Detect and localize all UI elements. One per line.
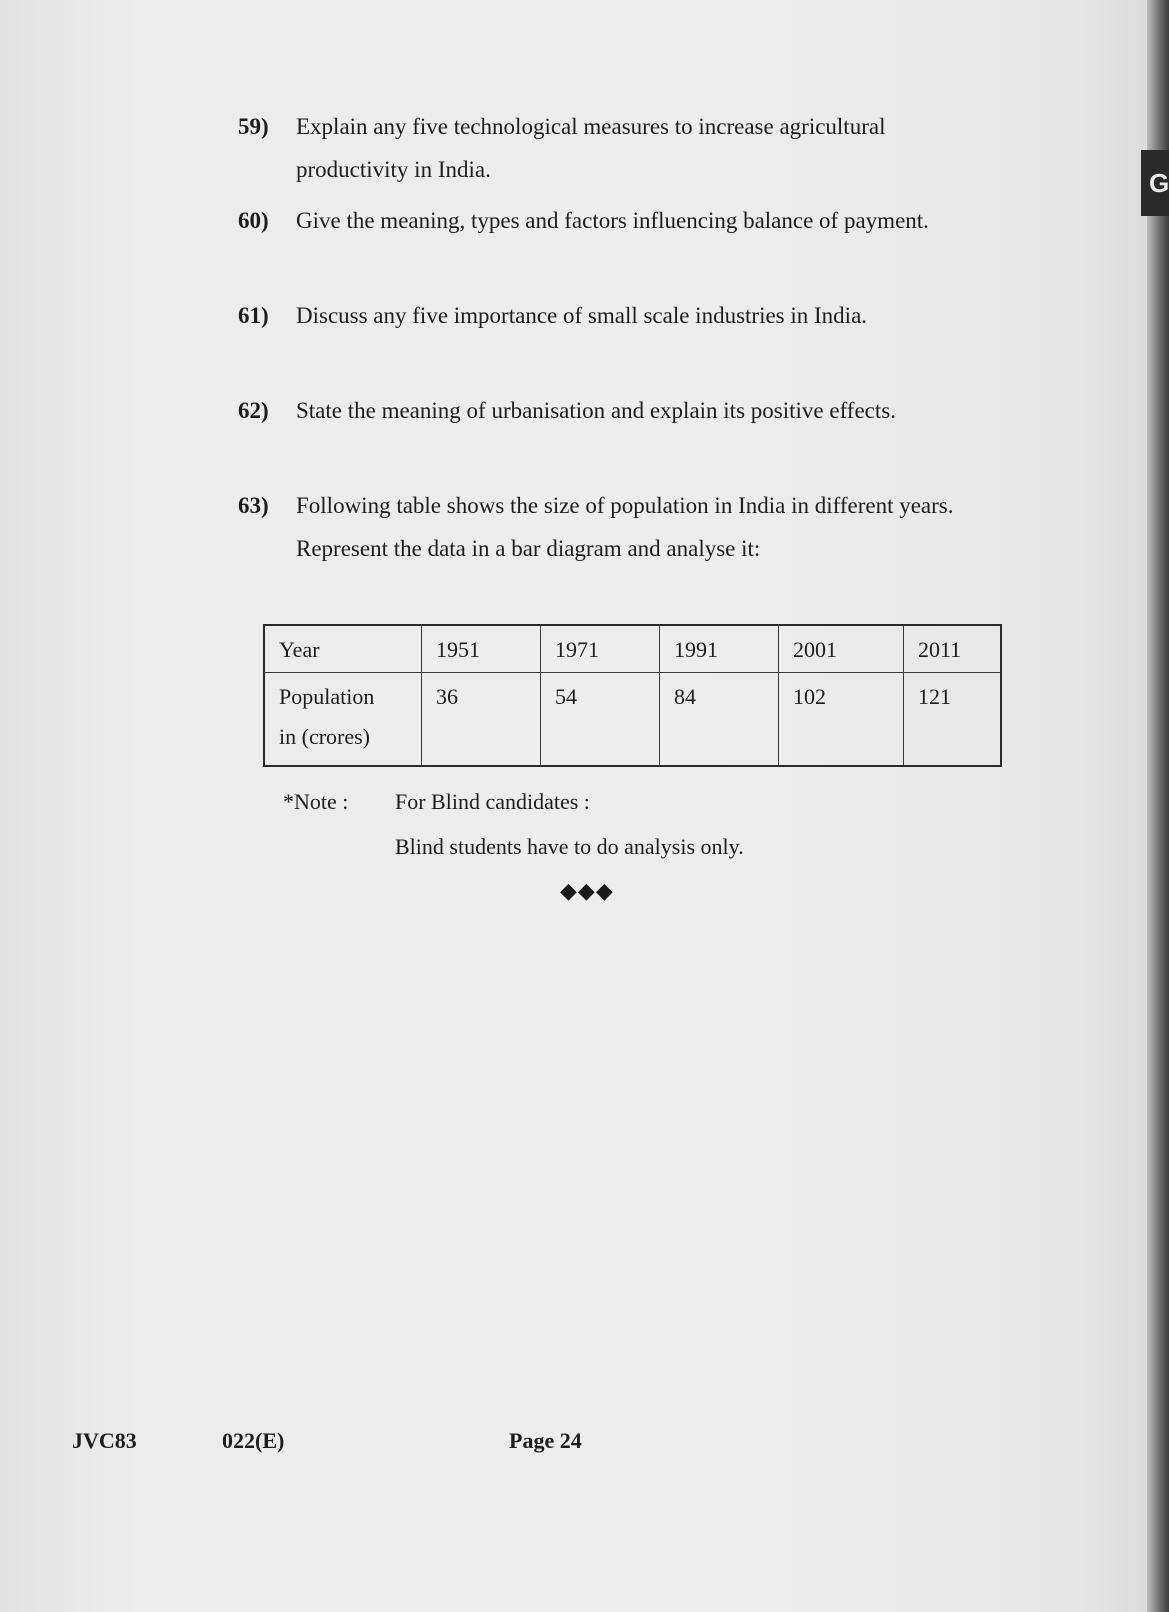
question-text: Discuss any five importance of small scale industries in India. [296,303,868,328]
question-text: Following table shows the size of population in India in different years. Represent the data in a bar diagram and analyse it: [296,493,954,561]
question-text: Give the meaning, types and factors influencing balance of payment. [296,208,929,233]
year-cell: 1971 [541,625,660,673]
table-row-population [264,673,1001,767]
population-cell: 121 [904,673,1002,767]
question-60 [238,199,986,242]
question-number: 61) [238,303,269,328]
year-cell: 2001 [779,625,904,673]
question-59 [238,105,986,191]
footer-code: JVC83 [72,1428,137,1453]
population-header-line2: in (crores) [279,724,371,749]
question-63 [238,484,986,570]
note-text-2: Blind students have to do analysis only. [395,834,744,859]
question-61 [238,294,986,337]
question-number: 63) [238,493,269,518]
table-row-years [264,625,1001,673]
footer-paper-code: 022(E) [222,1428,285,1453]
side-tab-marker: G [1141,150,1169,216]
year-cell: 2011 [904,625,1002,673]
note-text-1: For Blind candidates : [395,789,590,814]
population-cell: 54 [541,673,660,767]
question-text: State the meaning of urbanisation and explain its positive effects. [296,398,896,423]
question-number: 60) [238,208,269,233]
year-cell: 1991 [660,625,779,673]
note-line-1 [283,784,590,820]
population-cell: 102 [779,673,904,767]
population-header-line1: Population [279,684,375,709]
question-62 [238,389,986,432]
year-cell: 1951 [422,625,541,673]
population-header-cell [264,673,422,767]
population-table [263,624,1002,767]
question-number: 62) [238,398,269,423]
population-cell: 84 [660,673,779,767]
year-header-cell: Year [264,625,422,673]
page-edge-shadow [1147,0,1169,1612]
footer-page-number: Page 24 [509,1428,582,1453]
note-label: *Note : [283,789,349,814]
population-cell: 36 [422,673,541,767]
question-text: Explain any five technological measures to increase agricultural productivity in India. [296,114,886,182]
end-diamonds-icon: ◆◆◆ [560,878,614,903]
question-number: 59) [238,114,269,139]
